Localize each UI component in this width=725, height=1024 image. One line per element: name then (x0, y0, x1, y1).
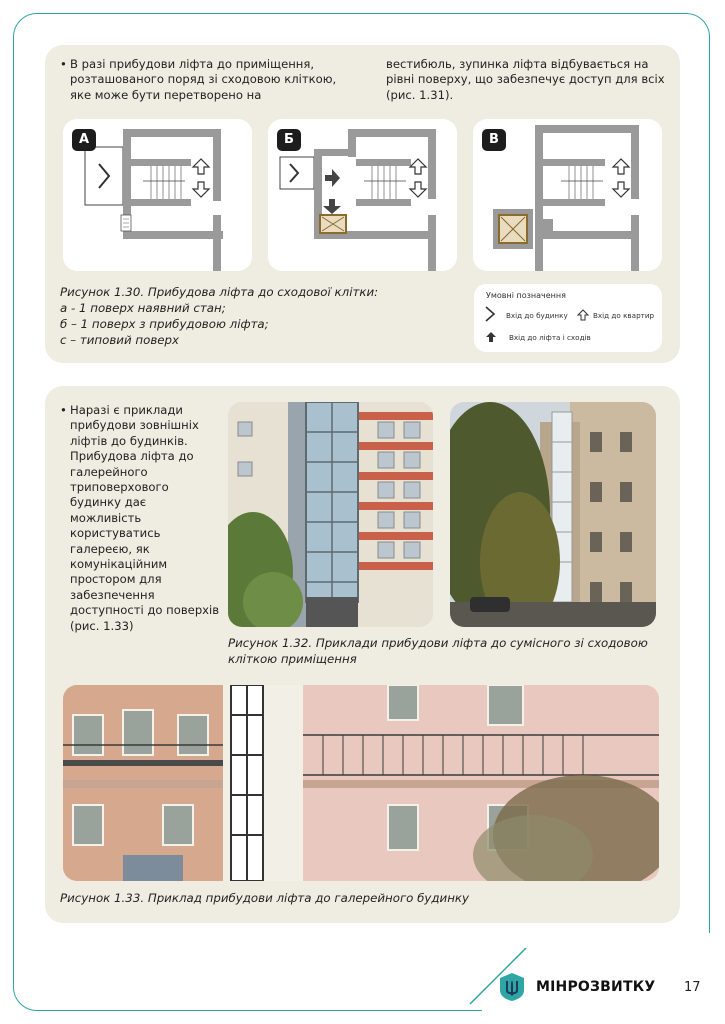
trident-icon (498, 972, 526, 1002)
legend-title: Умовні позначення (486, 291, 566, 300)
entrance-chevron-icon (483, 306, 497, 322)
page-number: 17 (684, 980, 701, 995)
photo-panel-building-lift (228, 402, 433, 627)
floor-plan-c (473, 119, 662, 271)
arrow-up-filled-icon (485, 331, 497, 343)
floor-plan-b (268, 119, 457, 271)
legend-label-lift: Вхід до ліфта і сходів (509, 333, 591, 342)
legend-label-apartments: Вхід до квартир (593, 311, 655, 320)
legend-box (474, 284, 662, 352)
figure-caption-1-30: Рисунок 1.30. Прибудова ліфта до сходової клітки: а - 1 поверх наявний стан; б – 1 поверх з прибудовою ліфта; с – типовий поверх (60, 285, 379, 347)
bullet-text-examples: • Наразі є приклади прибудови зовнішніх ліфтів до будинків. Прибудова ліфта до галерейного триповерхового будинку дає можливість користуватись галереєю, як комунікаційним простором для забезпечення доступності до поверхів (рис. 1.33) (60, 403, 220, 633)
photo-gallery-building-lift (63, 685, 659, 881)
legend-label-entrance: Вхід до будинку (506, 311, 568, 320)
figure-caption-1-33: Рисунок 1.33. Приклад прибудови ліфта до галерейного будинку (60, 891, 470, 905)
plan-badge-c: В (482, 129, 506, 151)
arrow-up-icon (577, 309, 589, 321)
bullet-text: • В разі прибудови ліфта до приміщення, розташованого поряд зі сходовою кліткою, яке може бути перетворено на (60, 57, 337, 102)
plan-badge-a: А (72, 129, 96, 151)
bullet-text-continued: вестибюль, зупинка ліфта відбувається на рівні поверху, що забезпечує доступ для всіх (рис. 1.31). (386, 57, 665, 102)
bullet-dot: • (60, 403, 67, 417)
photo-panel-stalin-building-lift (450, 402, 656, 627)
brand-name: МІНРОЗВИТКУ (536, 979, 656, 995)
bullet-dot: • (60, 57, 67, 71)
figure-caption-1-32: Рисунок 1.32. Приклади прибудови ліфта до сумісного зі сходовою кліткою приміщення (228, 636, 648, 666)
plan-badge-b: Б (277, 129, 301, 151)
floor-plan-a (63, 119, 252, 271)
